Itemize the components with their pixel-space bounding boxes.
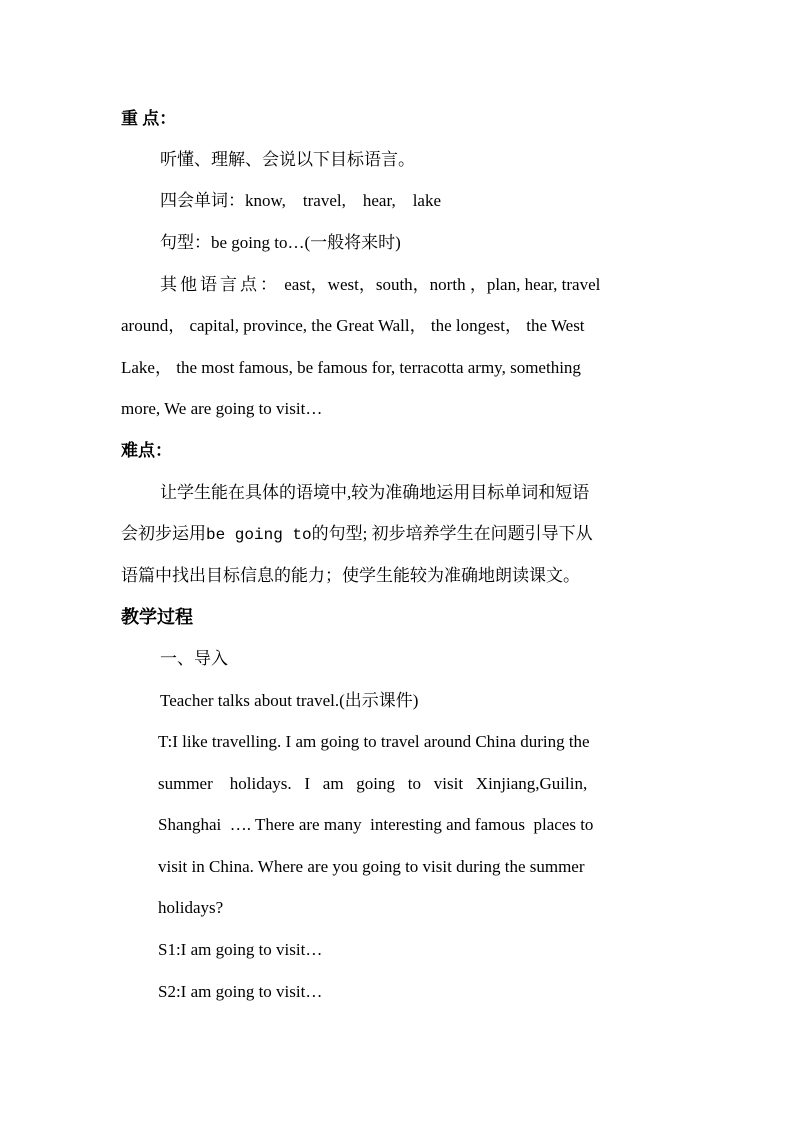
difficulties-heading: 难点：	[121, 441, 172, 460]
vocab-label: 四会单词：	[160, 191, 245, 210]
process-heading: 教学过程	[121, 607, 193, 627]
other-points-line-1	[160, 274, 674, 296]
pattern-label: 句型：	[160, 233, 211, 252]
other-points-line-3: Lake， the most famous, be famous for, terracotta army, something	[121, 358, 581, 377]
other-points-line-4: more, We are going to visit…	[121, 399, 323, 418]
teacher-line-2: summer holidays. I am going to visit Xinjiang,Guilin,	[158, 774, 588, 793]
difficulties-line-1: 让学生能在具体的语境中,较为准确地运用目标单词和短语	[160, 483, 590, 502]
difficulties-code: be going to	[206, 526, 312, 544]
other-points-line-2: around， capital, province, the Great Wall， the longest， the West	[121, 316, 585, 335]
student-1-line: S1:I am going to visit…	[158, 940, 323, 959]
teacher-line-1: T:I like travelling. I am going to travel around China during the	[158, 732, 590, 751]
intro-line: Teacher talks about travel.(出示课件)	[160, 691, 419, 710]
key-points-heading: 重 点：	[121, 109, 177, 128]
pattern-line	[160, 232, 401, 254]
difficulties-line-2	[121, 523, 593, 546]
vocab-words: know, travel, hear, lake	[245, 191, 442, 210]
vocab-line	[160, 190, 441, 212]
pattern-text: be going to…(一般将来时)	[211, 233, 401, 252]
student-2-line: S2:I am going to visit…	[158, 982, 323, 1001]
teacher-line-4: visit in China. Where are you going to visit during the summer	[158, 857, 585, 876]
section-1-title: 一、导入	[160, 649, 228, 668]
teacher-line-3: Shanghai …. There are many interesting and famous places to	[158, 815, 594, 834]
teacher-line-5: holidays?	[158, 898, 224, 917]
difficulties-line-3: 语篇中找出目标信息的能力；使学生能较为准确地朗读课文。	[121, 566, 580, 585]
difficulties-line-2-pre: 会初步运用	[121, 524, 206, 543]
other-points-label: 其他语言点：	[160, 275, 280, 294]
other-points-text-1: east，west，south，north ，plan, hear, travel	[284, 275, 601, 294]
difficulties-line-2-post: 的句型; 初步培养学生在问题引导下从	[311, 524, 593, 543]
key-points-line-1: 听懂、理解、会说以下目标语言。	[160, 150, 415, 169]
